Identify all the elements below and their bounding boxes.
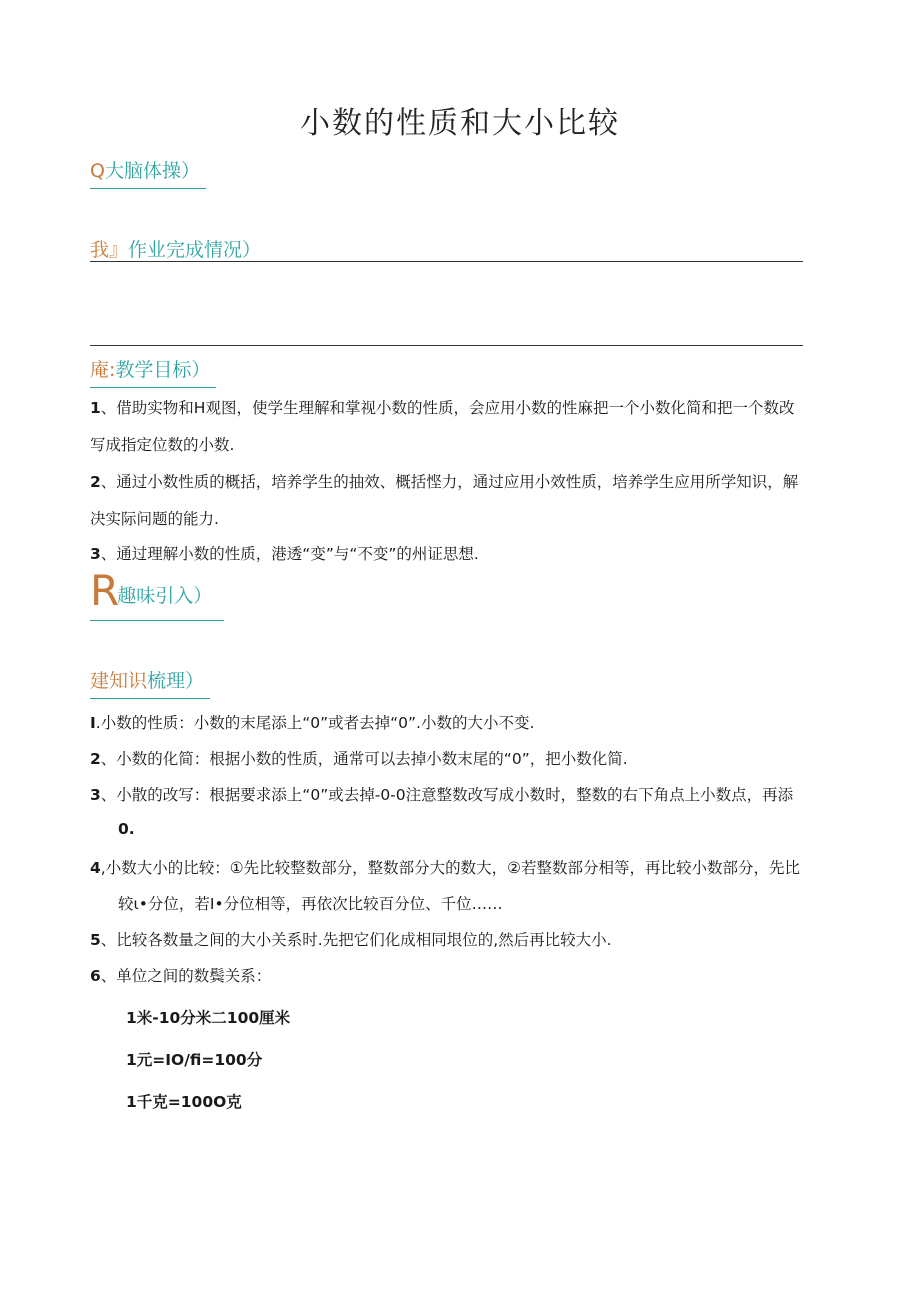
item-number: 3 xyxy=(90,786,101,804)
item-number: 6 xyxy=(90,967,101,985)
section-underline xyxy=(90,188,206,189)
item-number: 2 xyxy=(90,750,101,768)
section-prefix: 我』 xyxy=(90,239,129,261)
section-heading-goals xyxy=(90,355,210,382)
section-underline xyxy=(90,387,216,388)
knowledge-item-4-cont xyxy=(118,892,503,914)
item-text: 、通过理解小数的性质，港透“变”与“不变”的州证思想. xyxy=(100,545,479,563)
knowledge-item-4 xyxy=(90,856,800,878)
item-text: 、借助实物和H观图，使学生理解和掌视小数的性质，会应用小数的性麻把一个小数化简和把一个数改 xyxy=(100,399,795,417)
divider-line xyxy=(90,261,803,262)
page-title: 小数的性质和大小比较 xyxy=(300,106,620,141)
knowledge-item-2 xyxy=(90,747,628,769)
item-text: 、单位之间的数鬓关系： xyxy=(100,967,272,985)
item-text: 、比较各数量之间的大小关系时.先把它们化成相同垠位的,然后再比较大小. xyxy=(100,931,612,949)
item-text: 较ι•分位，若I•分位相等，再依次比较百分位、千位…… xyxy=(118,895,503,913)
unit-relation-length: 1米-10分米二100厘米 xyxy=(126,1009,291,1027)
item-text: ,小数大小的比较：①先比较整数部分，整数部分大的数大，②若整数部分相等，再比较小数部分，先比 xyxy=(100,859,801,877)
section-underline xyxy=(90,620,224,621)
section-underline xyxy=(90,698,210,699)
item-text: .小数的性质：小数的末尾添上“0”或者去掉“0”.小数的大小不变. xyxy=(95,714,535,732)
item-number: I xyxy=(90,714,96,732)
unit-relation-money: 1元=IO/fi=100分 xyxy=(126,1051,263,1069)
section-label: 趣味引入） xyxy=(117,585,213,607)
section-heading-homework xyxy=(90,235,261,262)
goal-item-2-cont xyxy=(90,507,219,529)
section-heading-knowledge xyxy=(90,666,204,693)
knowledge-item-5 xyxy=(90,928,612,950)
knowledge-item-3-cont xyxy=(118,820,135,838)
item-number: 2 xyxy=(90,473,101,491)
goal-item-1-cont xyxy=(90,433,234,455)
item-text: 、小散的改写：根据要求添上“0”或去掉-0-0注意整数改写成小数时，整数的右下角点上小数点，再添 xyxy=(100,786,794,804)
item-text: 决实际问题的能力. xyxy=(90,510,219,528)
section-prefix: R xyxy=(90,566,118,615)
knowledge-item-6 xyxy=(90,964,271,986)
item-number: 1 xyxy=(90,399,101,417)
item-text: 、小数的化简：根据小数的性质，通常可以去掉小数末尾的“0”，把小数化简. xyxy=(100,750,628,768)
goal-item-2 xyxy=(90,470,798,492)
item-number: 5 xyxy=(90,931,101,949)
section-label: 梳理） xyxy=(147,670,205,692)
item-number: 3 xyxy=(90,545,101,563)
section-label: 教学目标） xyxy=(115,359,211,381)
knowledge-item-3 xyxy=(90,783,793,805)
unit-relation-weight: 1千克=100O克 xyxy=(126,1093,242,1111)
goal-item-3 xyxy=(90,542,479,564)
knowledge-item-1 xyxy=(90,711,534,733)
section-label: 大脑体操） xyxy=(104,160,200,182)
section-prefix: 建知识 xyxy=(90,670,148,692)
item-text: 写成指定位数的小数. xyxy=(90,436,235,454)
divider-line xyxy=(90,345,803,346)
item-number: 4 xyxy=(90,859,101,877)
section-label: 作业完成情况） xyxy=(128,239,262,261)
item-text: 0. xyxy=(118,820,135,838)
section-heading-intro xyxy=(90,566,212,615)
item-text: 、通过小数性质的概括，培养学生的抽效、概括悭力，通过应用小效性质，培养学生应用所学知识，解 xyxy=(100,473,799,491)
section-prefix: 庵: xyxy=(90,359,116,381)
section-heading-brain xyxy=(90,156,200,183)
section-prefix: Q xyxy=(90,160,105,182)
goal-item-1 xyxy=(90,396,794,418)
